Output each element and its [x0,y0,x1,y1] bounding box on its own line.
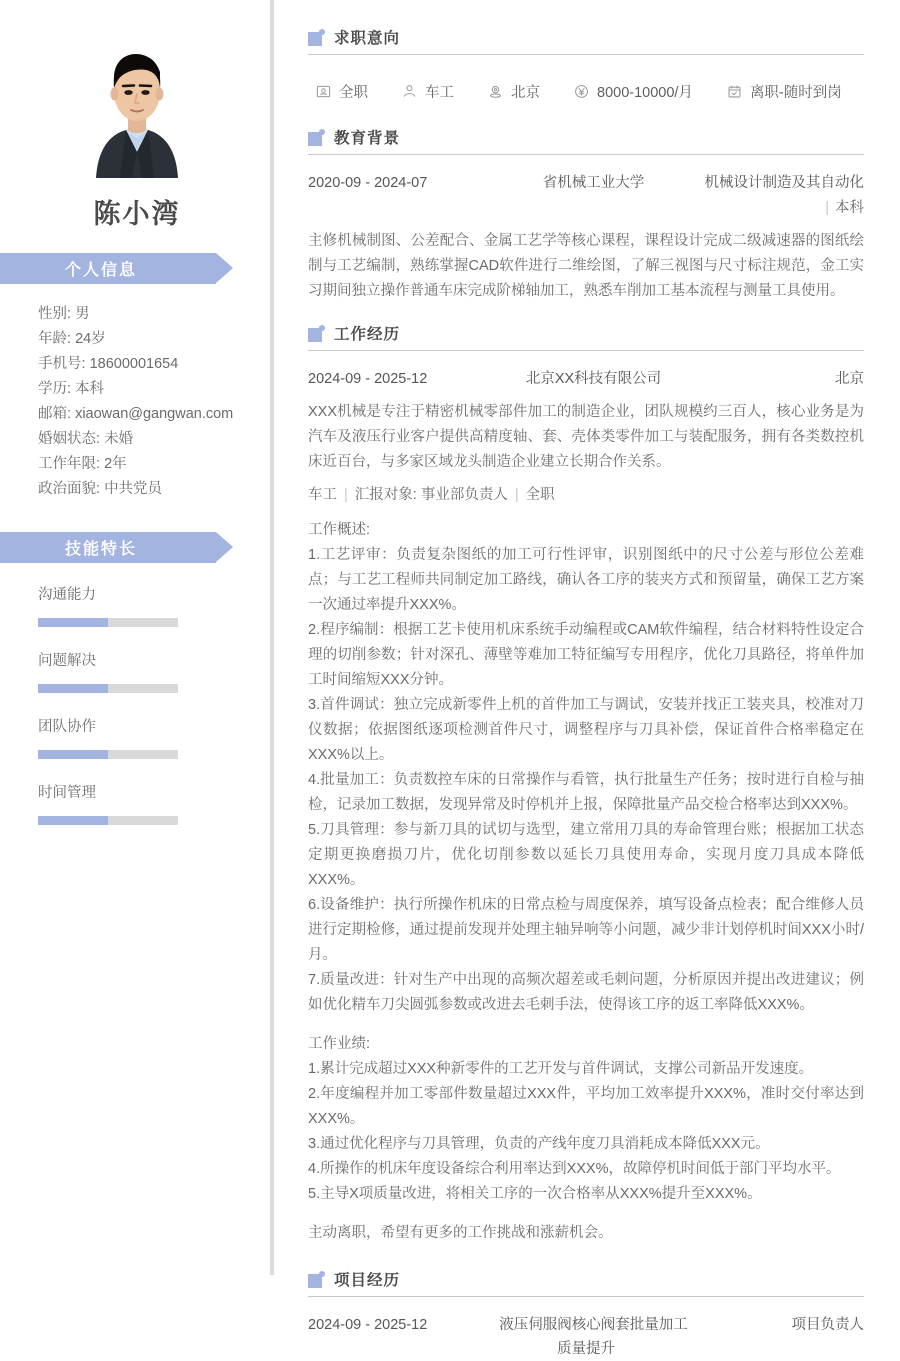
list-item [38,327,274,352]
section-title: 项目经历 [334,1272,401,1289]
education-entry [308,171,864,304]
list-item [38,302,274,327]
project-title-line2: 质量提升 [557,1341,615,1357]
info-value: 2年 [104,456,127,472]
section-title: 工作经历 [334,326,401,343]
skill-label: 问题解决 [38,653,96,669]
skill-bar-track [38,684,178,693]
project-title: 液压伺服阀核心阀套批量加工 [499,1317,688,1333]
work-achievement: 5.主导X项质量改进，将相关工序的一次合格率从XXX%提升至XXX%。 [308,1186,762,1202]
candidate-name: 陈小湾 [93,199,181,229]
education-description: 主修机械制图、公差配合、金属工艺学等核心课程，课程设计完成二级减速器的图纸绘制与工艺编制，熟练掌握CAD软件进行二维绘图，了解三视图与尺寸标注规范，金工实习期间独立操作普通车床完成阶梯轴加工，熟悉车削加工基本流程与测量工具使用。 [308,233,864,299]
work-achievements-heading: 工作业绩: [308,1036,371,1052]
job-intent-row [308,71,864,122]
main-content [274,0,900,1357]
list-item [38,377,274,402]
section-marker-icon [308,29,325,46]
section-education [308,126,864,304]
work-location: 北京 [835,371,864,387]
intent-label: 离职-随时到岗 [749,85,842,101]
person-icon [402,84,417,99]
spacer [308,1207,864,1221]
avatar-container [0,26,274,178]
location-pin-icon [488,84,503,99]
intent-label: 北京 [511,85,540,101]
work-duty: 3.首件调试：独立完成新零件上机的首件加工与调试，安装并找正工装夹具，校准对刀仪数据；依据图纸逐项检测首件尺寸，调整程序与刀具补偿，保证首件合格率稳定在XXX%以上。 [308,697,864,763]
list-item [38,477,274,502]
section-job-intent [308,26,864,122]
personal-info-banner-label: 个人信息 [64,262,137,279]
info-value: 本科 [75,381,105,397]
work-duty: 6.设备维护：执行所操作机床的日常点检与周度保养，填写设备点检表；配合维修人员进行定期检修，通过提前发现并处理主轴异响等小问题，减少非计划停机时间XXX小时/月。 [308,897,864,963]
education-school: 省机械工业大学 [542,175,645,191]
info-key: 年龄: [38,331,72,347]
work-overview-heading: 工作概述: [308,522,371,538]
section-header [308,26,864,54]
degree-divider: | [825,200,829,216]
info-value: 中共党员 [104,481,163,497]
work-achievement: 1.累计完成超过XXX种新零件的工艺开发与首件调试，支撑公司新品开发速度。 [308,1061,814,1077]
info-key: 政治面貌: [38,481,101,497]
list-item [38,452,274,477]
work-duty: 2.程序编制：根据工艺卡使用机床系统手动编程或CAM软件编程，结合材料特性设定合理的切削参数；针对深孔、薄壁等难加工特征编写专用程序，优化刀具路径，将单件加工时间缩短XXX分钟。 [308,622,864,688]
skills-banner-label: 技能特长 [64,541,137,558]
intent-item-employment-type [316,81,368,102]
section-marker-icon [308,129,325,146]
intent-label: 车工 [425,85,454,101]
info-key: 工作年限: [38,456,101,472]
work-entry [308,367,864,1246]
skill-bar-track [38,618,178,627]
work-duty: 7.质量改进：针对生产中出现的高频次超差或毛刺问题，分析原因并提出改进建议；例如优化精车刀尖圆弧参数或改进去毛刺手法，使得该工序的返工率降低XXX%。 [308,972,864,1013]
info-key: 邮箱: [38,406,72,422]
id-card-icon [316,84,331,99]
education-entry-header [308,171,864,195]
section-divider [308,54,864,55]
info-key: 性别: [38,306,72,322]
education-degree: 本科 [835,200,864,216]
work-duty: 1.工艺评审：负责复杂图纸的加工可行性评审，识别图纸中的尺寸公差与形位公差难点；与工艺工程师共同制定加工路线，确认各工序的装夹方式和预留量，确保工艺方案一次通过率提升XXX%。 [308,547,864,613]
list-item [38,402,274,427]
intent-item-salary [574,81,693,102]
work-achievement: 4.所操作的机床年度设备综合利用率达到XXX%，故障停机时间低于部门平均水平。 [308,1161,841,1177]
section-project-experience [308,1268,864,1361]
personal-info-list [0,300,274,502]
work-report-to: 汇报对象: 事业部负责人 [354,487,508,503]
info-key: 手机号: [38,356,86,372]
section-header [308,126,864,154]
work-achievement: 3.通过优化程序与刀具管理，负责的产线年度刀具消耗成本降低XXX元。 [308,1136,770,1152]
intent-label: 全职 [339,85,368,101]
info-value: 24岁 [75,331,106,347]
education-major: 机械设计制造及其自动化 [704,175,864,191]
work-role: 车工 [308,487,337,503]
section-banner-skills [0,532,216,563]
info-value: 男 [75,306,90,322]
skill-item [38,715,274,759]
section-header [308,322,864,350]
project-date-range: 2024-09 - 2025-12 [308,1317,428,1333]
skill-item [38,583,274,627]
skill-item [38,649,274,693]
yuan-coin-icon [574,84,589,99]
work-closing-note: 主动离职，希望有更多的工作挑战和涨薪机会。 [308,1225,613,1241]
calendar-icon [727,84,742,99]
work-employment-type: 全职 [525,487,555,503]
work-date-range: 2024-09 - 2025-12 [308,371,428,387]
skill-bar-fill [38,618,108,627]
skill-bar-fill [38,750,108,759]
section-divider [308,1296,864,1297]
info-key: 学历: [38,381,72,397]
skills-list [0,579,274,825]
skill-bar-track [38,816,178,825]
work-company: 北京XX科技有限公司 [525,371,662,387]
intent-item-availability [727,81,842,102]
skill-bar-fill [38,684,108,693]
skill-label: 时间管理 [38,785,96,801]
work-entry-header [308,367,864,391]
work-achievement: 2.年度编程并加工零部件数量超过XXX件，平均加工效率提升XXX%，准时交付率达到XXX%。 [308,1086,864,1127]
intent-label: 8000-10000/月 [597,85,693,101]
project-entry [308,1313,864,1361]
intent-item-city [488,81,540,102]
avatar [76,26,198,178]
work-duty: 4.批量加工：负责数控车床的日常操作与看管，执行批量生产任务；按时进行自检与抽检，记录加工数据，发现异常及时停机并上报，保障批量产品交检合格率达到XXX%。 [308,772,864,813]
work-meta-line [308,483,864,504]
meta-separator: | [344,487,348,503]
section-banner-personal-info [0,253,216,284]
section-title: 求职意向 [334,30,401,47]
intent-item-position [402,81,454,102]
sidebar [0,0,274,1275]
skill-label: 团队协作 [38,719,96,735]
project-entry-header [308,1313,864,1337]
section-marker-icon [308,1271,325,1288]
info-value: 18600001654 [89,356,179,372]
list-item [38,427,274,452]
project-role: 项目负责人 [791,1317,864,1333]
section-header [308,1268,864,1296]
spacer [308,1018,864,1032]
meta-separator: | [514,487,519,503]
skill-item [38,781,274,825]
info-key: 婚姻状态: [38,431,101,447]
work-duty: 5.刀具管理：参与新刀具的试切与选型，建立常用刀具的寿命管理台账；根据加工状态定期更换磨损刀片，优化切削参数以延长刀具使用寿命，实现月度刀具成本降低XXX%。 [308,822,864,888]
section-divider [308,154,864,155]
portrait-illustration [76,26,198,178]
skill-label: 沟通能力 [38,587,96,603]
section-divider [308,350,864,351]
info-value: xiaowan@gangwan.com [75,406,234,422]
info-value: 未婚 [104,431,134,447]
list-item [38,352,274,377]
section-title: 教育背景 [334,130,401,147]
skill-bar-fill [38,816,108,825]
work-company-intro: XXX机械是专注于精密机械零部件加工的制造企业，团队规模约三百人，核心业务是为汽车及液压行业客户提供高精度轴、套、壳体类零件加工与装配服务，拥有各类数控机床近百台，与多家区域龙头制造企业建立长期合作关系。 [308,404,864,470]
skill-bar-track [38,750,178,759]
education-degree-line [308,196,864,220]
section-work-experience [308,322,864,1246]
section-marker-icon [308,325,325,342]
education-date-range: 2020-09 - 2024-07 [308,175,428,191]
